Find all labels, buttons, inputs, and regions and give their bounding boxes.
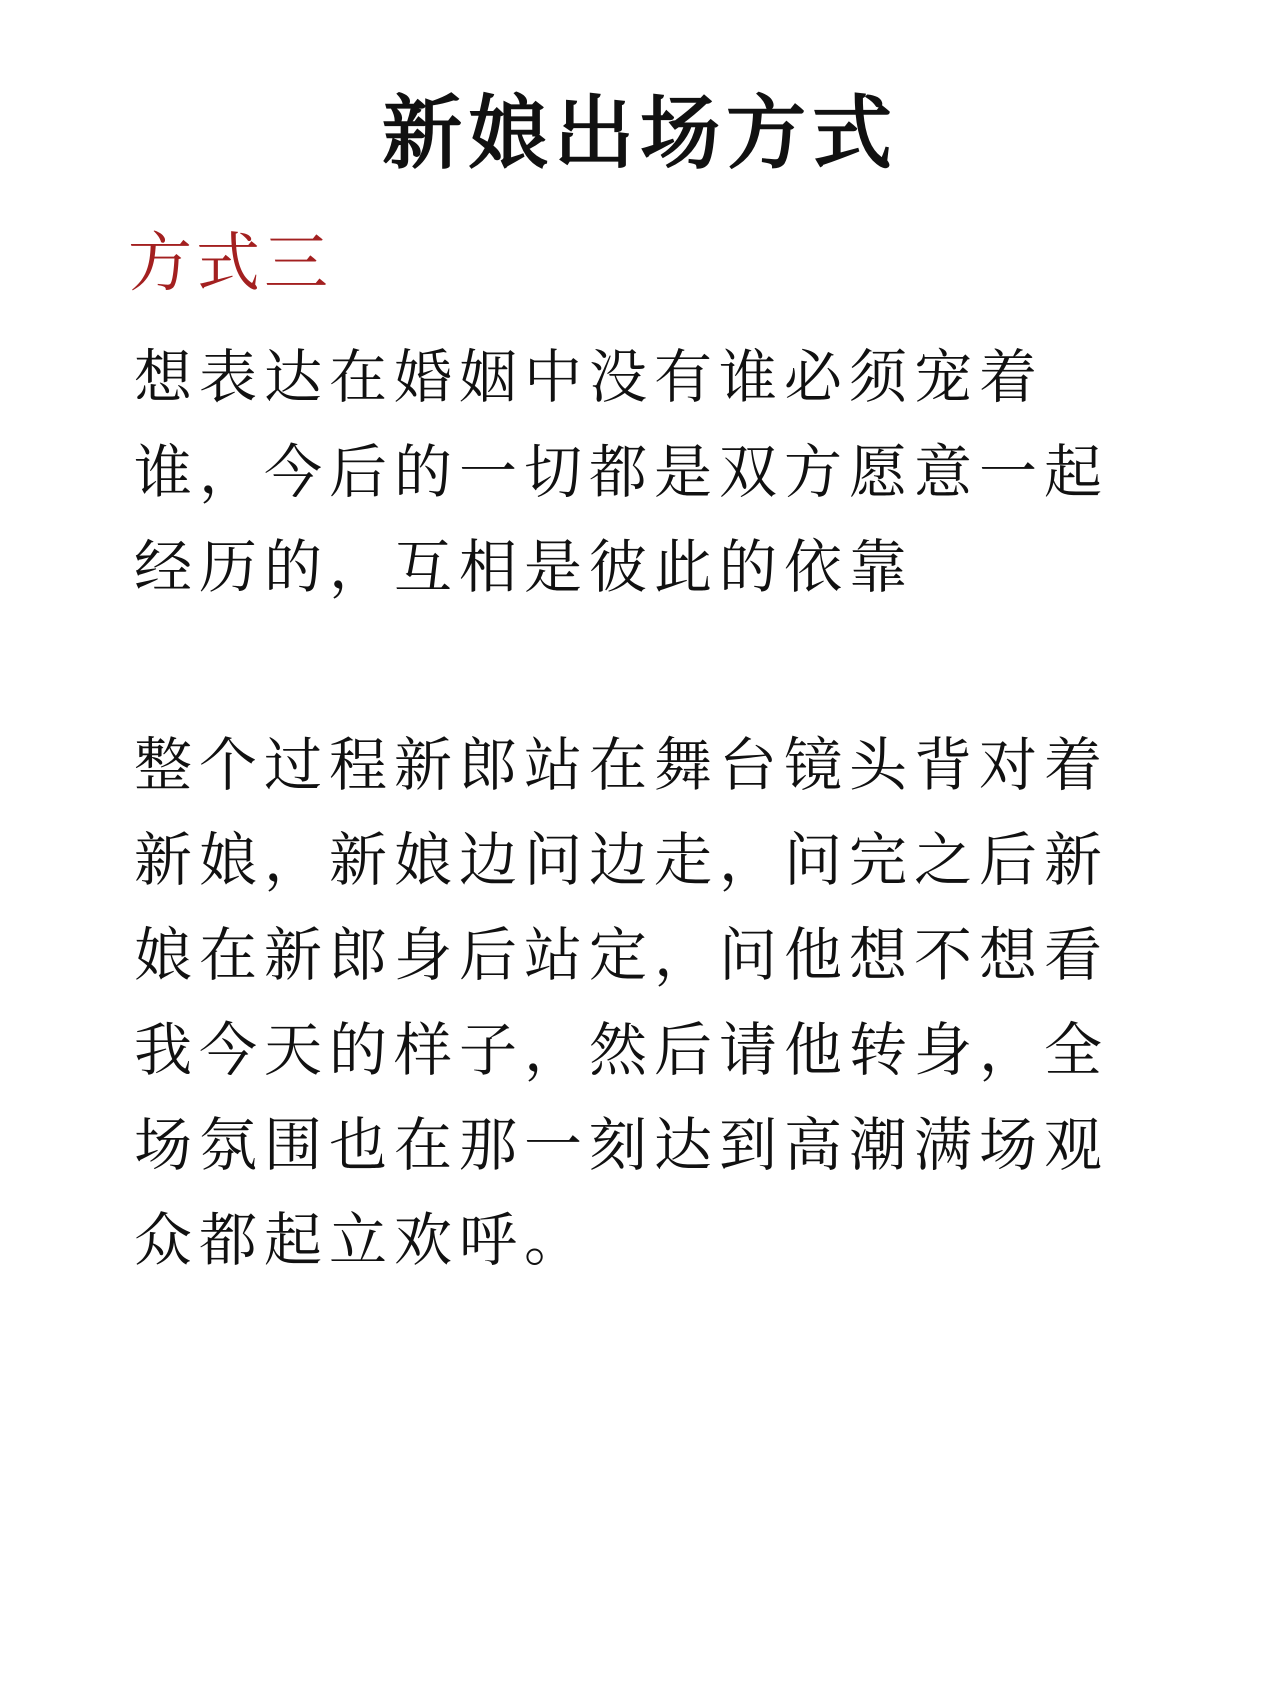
paragraph-2: 整个过程新郎站在舞台镜头背对着新娘，新娘边问边走，问完之后新娘在新郎身后站定，问他想不想看我今天的样子，然后请他转身，全场氛围也在那一刻达到高潮满场观众都起立欢呼。: [134, 731, 1110, 1274]
page-title: 新娘出场方式: [382, 86, 898, 180]
paragraph-1: 想表达在婚姻中没有谁必须宠着谁，今后的一切都是双方愿意一起经历的，互相是彼此的依靠: [134, 343, 1110, 601]
section-heading: 方式三: [128, 227, 332, 301]
